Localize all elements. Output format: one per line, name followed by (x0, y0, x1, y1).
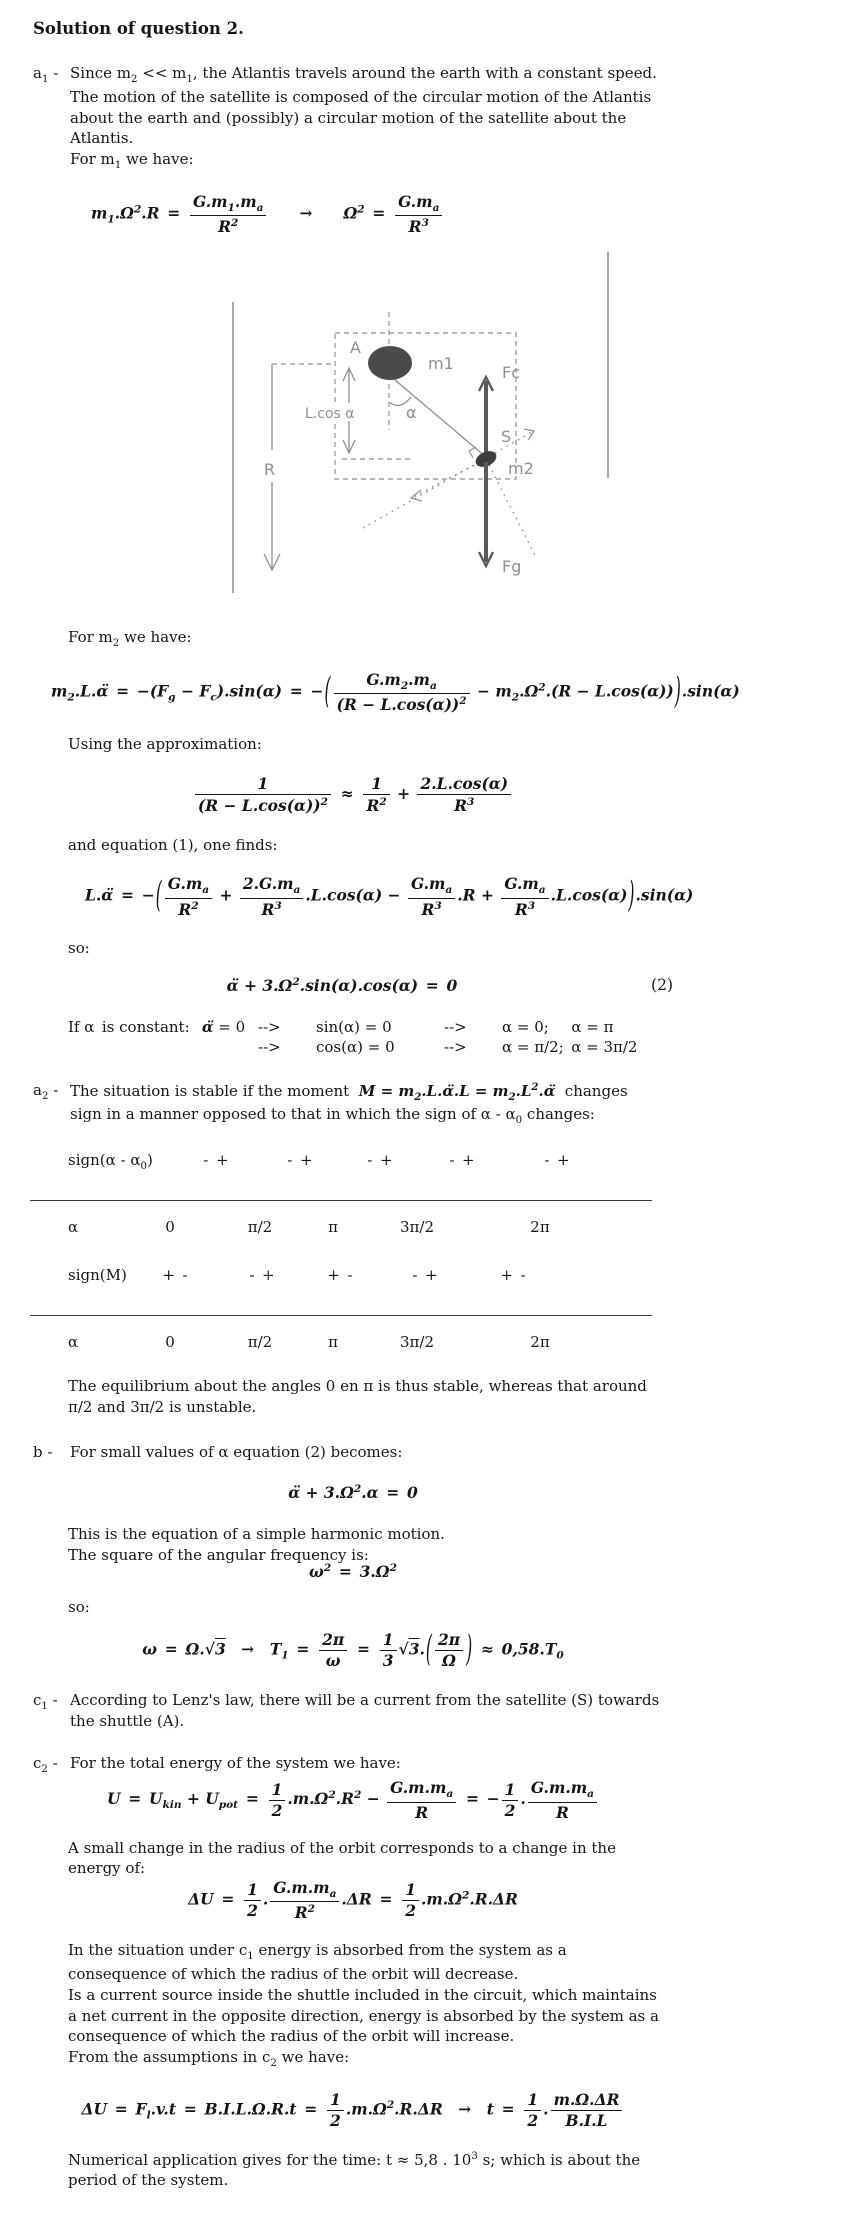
sign-pair: - + (449, 1151, 475, 1170)
label-A: A (350, 338, 361, 358)
label-S: S (501, 427, 512, 447)
alpha-value: π/2 (247, 1218, 273, 1237)
section-c1 (33, 1690, 813, 1731)
implies-arrow: --> (258, 1038, 281, 1057)
alpha-label: α (68, 1218, 79, 1237)
equation-2-body: α̈ + $3.\Omega^2.\sin(\alpha).\cos(\alpha)$ = 0 (226, 976, 458, 996)
section-a1 (33, 63, 813, 173)
sign-m-pair: + - (327, 1266, 353, 1285)
section-body-a2: The situation is stable if the moment $M = m_2.L.\alphä.L$ = $m_2.L^2.\alphä$ changes sign in a manner opposed to that in which the sign of α - $\alpha_0$ changes: (70, 1081, 628, 1127)
equation-small-angle: α̈ + $3.\Omega^2.\alpha$ = 0 (288, 1483, 418, 1503)
sign-pair: - + (544, 1151, 570, 1170)
shuttle-ellipse (368, 346, 412, 380)
equation-period: ω = Ω.√3 → $T_1$ = $\frac{2\pi}{\omega}$ = $\frac{1}{3}$ √3.( $\frac{2\pi}{\Omega}$ ) ≈ $0,58.T_0$ (142, 1628, 564, 1671)
cos-condition: cos(α) = 0 (316, 1038, 395, 1057)
alpha-value: π/2 (247, 1333, 273, 1352)
alpha-axis-row-1 (68, 1217, 813, 1289)
stability-table (68, 1150, 813, 1174)
tangent-arrowhead (524, 429, 534, 440)
section-b (33, 1442, 813, 1463)
using-approximation-line: Using the approximation: (68, 735, 262, 754)
sign-pair: - + (287, 1151, 313, 1170)
equation-expanded: L.α̈ = −( $\frac{G.m_a}{R^2}$ + $\frac{2.G.m_a}{R^3}$ .L.cos(α) − $\frac{G.m_a}{R^3}$ .R + $\frac{G.m_a}{R^3}$ .L.cos(α)).sin(α) (85, 874, 694, 919)
numerical-note: Numerical application gives for the time: t ≈ 5,8 . $10^3$ s; which is about the period of the system. (68, 2150, 641, 2190)
equation-number-2: (2) (651, 976, 673, 995)
for-m2-line: For $m_2$ we have: (68, 627, 192, 649)
sign-m-pair: + - (500, 1266, 526, 1285)
implies-arrow: --> (444, 1038, 467, 1057)
label-Fc: Fc (502, 363, 520, 383)
implies-arrow: --> (258, 1017, 281, 1036)
equation-delta-u: ΔU = $\frac{1}{2}$ . $\frac{G.m.m_a}{R^2}$ .ΔR = $\frac{1}{2}$ $.m.\Omega^2.R.\Delta R$ (188, 1877, 518, 1923)
orbit-tangent-dotted (363, 432, 532, 528)
alpha-value: 0 (165, 1218, 175, 1237)
alpha-value: 2π (530, 1333, 550, 1352)
sign-m-label: sign(M) (68, 1266, 127, 1285)
label-Fg: Fg (502, 557, 522, 577)
sign-m-pair: - + (249, 1266, 275, 1285)
if-constant-block (68, 1017, 813, 1058)
label-m1: m1 (428, 354, 454, 374)
sin-condition: sin(α) = 0 (316, 1017, 392, 1036)
sign-alpha-label: sign(α - $\alpha_0$) (68, 1151, 153, 1173)
small-change-note: A small change in the radius of the orbit corresponds to a change in the energy of: (68, 1838, 616, 1878)
alpha-value: 3π/2 (400, 1218, 434, 1237)
so-line-2: so: (68, 1597, 90, 1616)
so-line-1: so: (68, 939, 90, 958)
label-lcos-alpha: L.cos α (305, 406, 355, 423)
sign-m-row (68, 1265, 813, 1289)
section-label-a1: $a_1$ - (33, 63, 59, 85)
shm-note: This is the equation of a simple harmonic motion. The square of the angular frequency is: (68, 1524, 445, 1564)
alpha-value: π (328, 1218, 338, 1237)
sign-pair: - + (367, 1151, 393, 1170)
pendulum-diagram (200, 250, 620, 595)
equation-omega-definition: $m_1.\Omega^2.R$ = $\frac{G.m_1.m_a}{R^2}$ → $\Omega^2$ = $\frac{G.m_a}{R^3}$ (91, 193, 813, 236)
alpha-value: 0 (165, 1333, 175, 1352)
if-constant-row-2 (68, 1037, 813, 1058)
table-divider-bottom (30, 1315, 652, 1316)
section-body-c1: According to Lenz's law, there will be a current from the satellite (S) towards the shuttle (A). (70, 1691, 660, 1730)
alpha-solutions-2: α = π/2; α = 3π/2 (502, 1038, 638, 1057)
section-label-c2: $c_2$ - (33, 1754, 58, 1776)
label-R: R (264, 460, 276, 480)
alpha-value: 2π (530, 1218, 550, 1237)
equation-omega-squared: $\omega^2$ = $3.\Omega^2$ (309, 1562, 397, 1582)
alpha-axis-row-2 (68, 1332, 813, 1356)
section-body-c2: For the total energy of the system we have: (70, 1754, 401, 1773)
if-constant-premise: If α is constant: α̈ = 0 (68, 1017, 246, 1036)
page-title: Solution of question 2. (33, 19, 244, 38)
if-constant-row-1 (68, 1017, 813, 1038)
equation-2 (33, 975, 673, 997)
sign-m-pair: - + (412, 1266, 438, 1285)
section-c2 (33, 1753, 813, 1777)
sign-pair: - + (203, 1151, 229, 1170)
alpha-value: π (328, 1333, 338, 1352)
section-body-b: For small values of α equation (2) becomes: (70, 1442, 403, 1461)
section-a2 (33, 1080, 813, 1128)
equation-total-energy: U = $U_{kin} + U_{pot}$ = $\frac{1}{2}$ $.m.\Omega^2.R^2$ − $\frac{G.m.m_a}{R}$ = − $\frac{1}{2}$ . $\frac{G.m.m_a}{R}$ (33, 1779, 673, 1821)
implies-arrow: --> (444, 1017, 467, 1036)
section-label-b: b - (33, 1442, 53, 1461)
equation-delta-u-time: ΔU = $F_l.v.t$ = B.I.L.Ω.R.t = $\frac{1}{2}$ $.m.\Omega^2.R.\Delta R$ → t = $\frac{1}{2}$ . $\frac{m.\Omega.\Delta R}{B.I.L}$ (33, 2091, 673, 2130)
alpha-value: 3π/2 (400, 1333, 434, 1352)
sign-alpha-row (68, 1150, 813, 1174)
equilibrium-note: The equilibrium about the angles 0 en π is thus stable, whereas that around π/2 and 3π/2 is unstable. (68, 1377, 647, 1416)
section-label-a2: $a_2$ - (33, 1081, 59, 1103)
section-body-a1: Since $m_2 << m_1$, the Atlantis travels around the earth with a constant speed. The motion of the satellite is composed of the circular motion of the Atlantis about the earth and (possibly) a circular motion of the satellite about the Atlantis. For $m_1$ we have: (70, 63, 657, 171)
alpha-solutions-1: α = 0; α = π (502, 1017, 614, 1036)
perpendicular-dotted (413, 459, 486, 497)
right-angle-mark (469, 447, 476, 458)
alpha-label: α (68, 1333, 79, 1352)
label-m2: m2 (508, 459, 534, 479)
sign-m-pair: + - (162, 1266, 188, 1285)
table-divider-top (30, 1200, 652, 1201)
perpendicular-arrowhead (411, 490, 422, 501)
and-equation-1-line: and equation (1), one finds: (68, 835, 278, 854)
equation-approximation: $\frac{1}{(R - L.\cos(\alpha))^2}$ ≈ $\frac{1}{R^2}$ + $\frac{2.L.\cos(\alpha)}{R^3}$ (33, 775, 673, 815)
label-alpha: α (406, 403, 417, 423)
section-label-c1: $c_1$ - (33, 1691, 58, 1713)
equation-m2-torque: $m_2.L.\alphä$ = $-(F_g - F_c).\sin(\alpha)$ = −( $\frac{G.m_2.m_a}{(R - L.\cos(\alpha))^2}$ − $m_2.\Omega^2.(R - L.\cos(\alpha))).\sin(\alpha)$ (51, 669, 740, 715)
situation-note: In the situation under $c_1$ energy is absorbed from the system as a consequence of which the radius of the orbit will decrease. Is a current source inside the shuttle included in the circuit, which maintains a net current in the opposite direction, energy is absorbed by the system as a consequence of which the radius of the orbit will increase. From the assumptions in $c_2$ we have: (68, 1941, 659, 2069)
